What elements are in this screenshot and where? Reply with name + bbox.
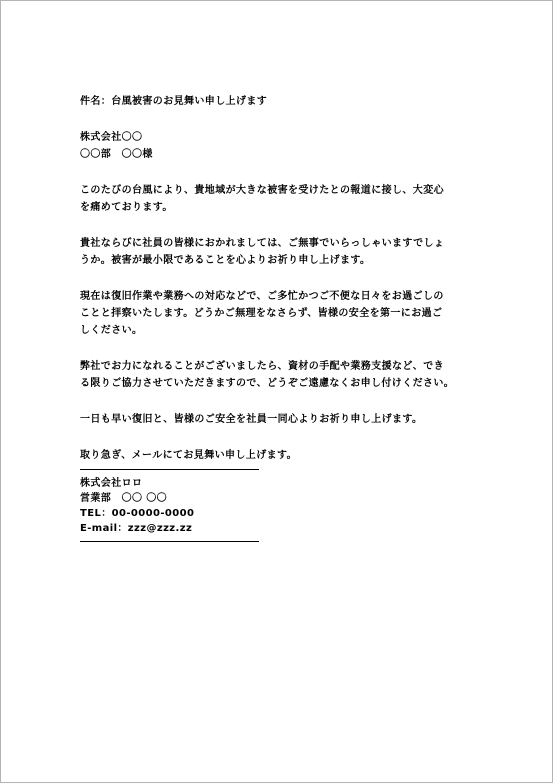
paragraph-line: しください。 <box>80 325 143 336</box>
paragraph-5 <box>80 411 475 428</box>
paragraph-line: 一日も早い復旧と、皆様のご安全を社員一同心よりお祈り申し上げます。 <box>80 414 423 425</box>
subject-line: 件名：台風被害のお見舞い申し上げます <box>80 96 268 107</box>
letter-body <box>80 93 475 548</box>
signature-rule-bottom <box>80 541 259 542</box>
signature-company: 株式会社ロロ <box>80 478 143 489</box>
paragraph-line: 現在は復旧作業や業務への対応などで、ご多忙かつご不便な日々をお過ごしの <box>80 291 444 302</box>
recipient-company: 株式会社〇〇 <box>80 132 143 143</box>
paragraph-line: を痛めております。 <box>80 202 173 213</box>
paragraph-line: 取り急ぎ、メールにてお見舞い申し上げます。 <box>80 450 297 461</box>
paragraph-4 <box>80 358 475 392</box>
signature-rule-top <box>80 469 259 470</box>
paragraph-line: る限りご協力させていただきますので、どうぞご遠慮なくお申し付けください。 <box>80 378 455 389</box>
signature-email: E-mail：zzz@zzz.zz <box>80 523 193 534</box>
paragraph-line: ことと拝察いたします。どうかご無理をなさらず、皆様の安全を第一にお過ご <box>80 308 443 319</box>
signature-person: 営業部 〇〇 〇〇 <box>80 493 168 504</box>
paragraph-3 <box>80 288 475 339</box>
paragraph-6 <box>80 447 475 464</box>
signature-block <box>80 476 475 536</box>
paragraph-2 <box>80 235 475 269</box>
signature-tel: TEL：00-0000-0000 <box>80 508 195 519</box>
paragraph-line: 弊社でお力になれることがございましたら、資材の手配や業務支援など、でき <box>80 361 444 372</box>
paragraph-1 <box>80 182 475 216</box>
recipient-person: 〇〇部 〇〇様 <box>80 149 153 160</box>
paragraph-line: このたびの台風により、貴地域が大きな被害を受けたとの報道に接し、大変心 <box>80 185 444 196</box>
paragraph-line: 貴社ならびに社員の皆様におかれましては、ご無事でいらっしゃいますでしょ <box>80 238 445 249</box>
recipient-block <box>80 129 475 163</box>
paragraph-line: うか。被害が最小限であることを心よりお祈り申し上げます。 <box>80 255 371 266</box>
subject-block <box>80 93 475 110</box>
